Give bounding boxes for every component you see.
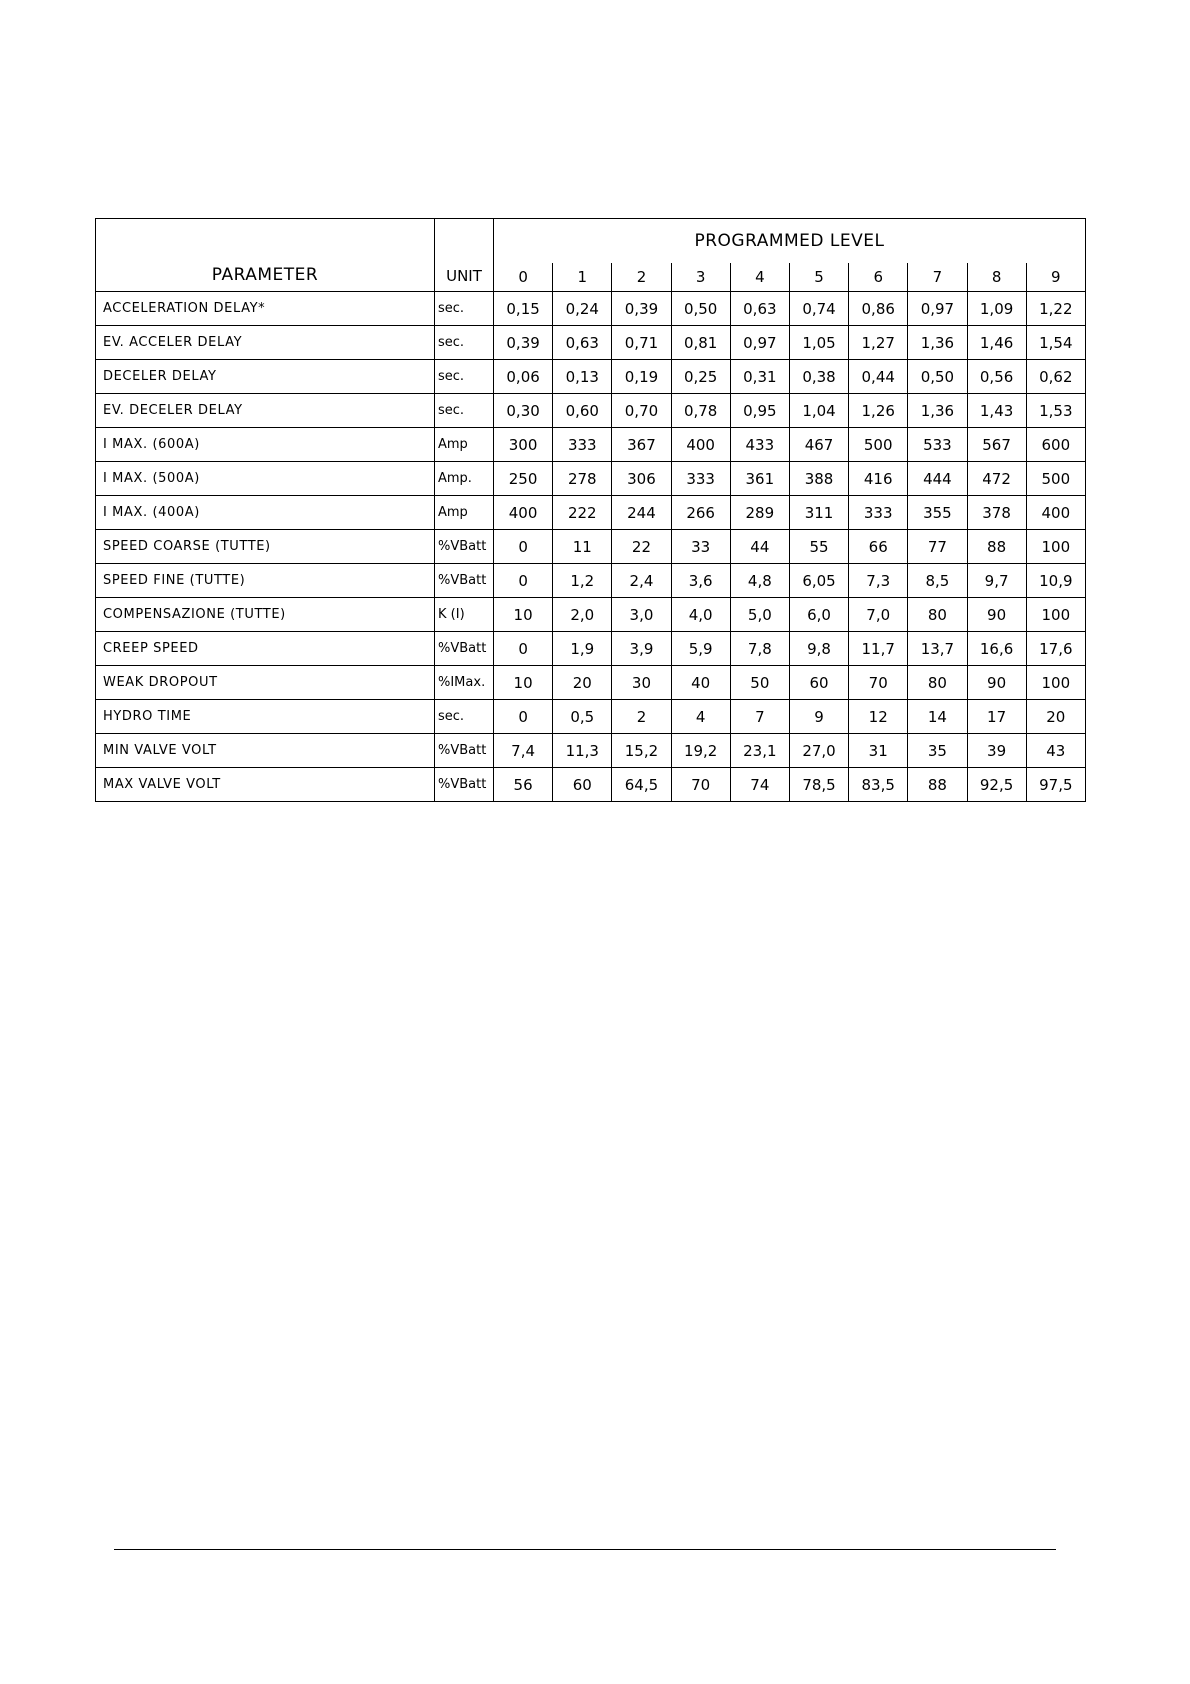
level-value-cell: 1,22 xyxy=(1026,292,1085,326)
level-value-cell: 1,54 xyxy=(1026,326,1085,360)
unit-cell: %VBatt xyxy=(435,564,494,598)
level-header-0: 0 xyxy=(494,263,553,292)
level-value-cell: 0,97 xyxy=(730,326,789,360)
level-value-cell: 0,78 xyxy=(671,394,730,428)
parameter-name: MIN VALVE VOLT xyxy=(96,734,435,768)
table-row xyxy=(96,394,1086,428)
level-value-cell: 0,25 xyxy=(671,360,730,394)
level-value-cell: 74 xyxy=(730,768,789,802)
level-value-cell: 8,5 xyxy=(908,564,967,598)
level-value-cell: 1,09 xyxy=(967,292,1026,326)
level-value-cell: 222 xyxy=(553,496,612,530)
level-value-cell: 19,2 xyxy=(671,734,730,768)
level-value-cell: 15,2 xyxy=(612,734,671,768)
level-value-cell: 388 xyxy=(789,462,848,496)
level-value-cell: 2,0 xyxy=(553,598,612,632)
level-value-cell: 7,3 xyxy=(849,564,908,598)
level-header-4: 4 xyxy=(730,263,789,292)
table-body xyxy=(96,292,1086,802)
parameter-name: EV. DECELER DELAY xyxy=(96,394,435,428)
level-value-cell: 0,97 xyxy=(908,292,967,326)
parameter-name: EV. ACCELER DELAY xyxy=(96,326,435,360)
level-value-cell: 88 xyxy=(967,530,1026,564)
level-value-cell: 1,26 xyxy=(849,394,908,428)
level-value-cell: 88 xyxy=(908,768,967,802)
level-value-cell: 20 xyxy=(553,666,612,700)
level-value-cell: 9,8 xyxy=(789,632,848,666)
level-value-cell: 22 xyxy=(612,530,671,564)
level-value-cell: 416 xyxy=(849,462,908,496)
table-row xyxy=(96,734,1086,768)
level-value-cell: 1,9 xyxy=(553,632,612,666)
unit-cell: sec. xyxy=(435,292,494,326)
level-value-cell: 0,39 xyxy=(494,326,553,360)
level-value-cell: 0,31 xyxy=(730,360,789,394)
unit-cell: sec. xyxy=(435,700,494,734)
unit-cell: sec. xyxy=(435,360,494,394)
level-value-cell: 500 xyxy=(1026,462,1085,496)
level-value-cell: 80 xyxy=(908,598,967,632)
level-value-cell: 0,70 xyxy=(612,394,671,428)
level-value-cell: 16,6 xyxy=(967,632,1026,666)
unit-cell: %VBatt xyxy=(435,632,494,666)
level-value-cell: 0,38 xyxy=(789,360,848,394)
level-value-cell: 44 xyxy=(730,530,789,564)
level-value-cell: 33 xyxy=(671,530,730,564)
level-value-cell: 31 xyxy=(849,734,908,768)
level-value-cell: 100 xyxy=(1026,530,1085,564)
level-header-2: 2 xyxy=(612,263,671,292)
level-value-cell: 400 xyxy=(671,428,730,462)
level-value-cell: 13,7 xyxy=(908,632,967,666)
level-value-cell: 472 xyxy=(967,462,1026,496)
level-value-cell: 66 xyxy=(849,530,908,564)
parameter-name: SPEED FINE (TUTTE) xyxy=(96,564,435,598)
level-value-cell: 0,95 xyxy=(730,394,789,428)
level-value-cell: 367 xyxy=(612,428,671,462)
level-value-cell: 6,05 xyxy=(789,564,848,598)
level-value-cell: 7 xyxy=(730,700,789,734)
level-value-cell: 333 xyxy=(849,496,908,530)
level-value-cell: 40 xyxy=(671,666,730,700)
level-header-1: 1 xyxy=(553,263,612,292)
level-value-cell: 0 xyxy=(494,632,553,666)
level-value-cell: 444 xyxy=(908,462,967,496)
level-value-cell: 100 xyxy=(1026,598,1085,632)
level-value-cell: 0,71 xyxy=(612,326,671,360)
level-value-cell: 17 xyxy=(967,700,1026,734)
level-value-cell: 378 xyxy=(967,496,1026,530)
level-value-cell: 0,50 xyxy=(908,360,967,394)
level-value-cell: 11,7 xyxy=(849,632,908,666)
table-row xyxy=(96,292,1086,326)
level-value-cell: 600 xyxy=(1026,428,1085,462)
level-value-cell: 0,50 xyxy=(671,292,730,326)
level-value-cell: 244 xyxy=(612,496,671,530)
level-value-cell: 311 xyxy=(789,496,848,530)
level-value-cell: 0,15 xyxy=(494,292,553,326)
level-value-cell: 20 xyxy=(1026,700,1085,734)
level-value-cell: 0,86 xyxy=(849,292,908,326)
level-value-cell: 0,60 xyxy=(553,394,612,428)
level-value-cell: 70 xyxy=(671,768,730,802)
level-value-cell: 1,2 xyxy=(553,564,612,598)
level-value-cell: 6,0 xyxy=(789,598,848,632)
parameter-table xyxy=(95,218,1086,802)
level-value-cell: 3,9 xyxy=(612,632,671,666)
parameter-name: DECELER DELAY xyxy=(96,360,435,394)
level-value-cell: 90 xyxy=(967,598,1026,632)
level-value-cell: 80 xyxy=(908,666,967,700)
level-value-cell: 3,0 xyxy=(612,598,671,632)
level-value-cell: 250 xyxy=(494,462,553,496)
table-row xyxy=(96,360,1086,394)
level-value-cell: 1,43 xyxy=(967,394,1026,428)
level-header-8: 8 xyxy=(967,263,1026,292)
level-value-cell: 266 xyxy=(671,496,730,530)
footer-divider xyxy=(114,1549,1056,1550)
level-value-cell: 77 xyxy=(908,530,967,564)
level-value-cell: 433 xyxy=(730,428,789,462)
parameter-name: HYDRO TIME xyxy=(96,700,435,734)
level-value-cell: 10,9 xyxy=(1026,564,1085,598)
level-value-cell: 7,4 xyxy=(494,734,553,768)
parameter-name: ACCELERATION DELAY* xyxy=(96,292,435,326)
unit-cell: Amp xyxy=(435,428,494,462)
parameter-name: COMPENSAZIONE (TUTTE) xyxy=(96,598,435,632)
level-value-cell: 56 xyxy=(494,768,553,802)
unit-cell: %VBatt xyxy=(435,734,494,768)
level-value-cell: 7,8 xyxy=(730,632,789,666)
level-value-cell: 9,7 xyxy=(967,564,1026,598)
level-value-cell: 533 xyxy=(908,428,967,462)
level-value-cell: 10 xyxy=(494,598,553,632)
level-value-cell: 0,06 xyxy=(494,360,553,394)
parameter-header: PARAMETER xyxy=(96,219,435,292)
table-row xyxy=(96,564,1086,598)
parameter-name: I MAX. (400A) xyxy=(96,496,435,530)
parameter-name: WEAK DROPOUT xyxy=(96,666,435,700)
level-value-cell: 0,81 xyxy=(671,326,730,360)
level-value-cell: 0,74 xyxy=(789,292,848,326)
level-value-cell: 0,63 xyxy=(730,292,789,326)
level-value-cell: 1,27 xyxy=(849,326,908,360)
level-value-cell: 0,63 xyxy=(553,326,612,360)
level-header-6: 6 xyxy=(849,263,908,292)
level-value-cell: 500 xyxy=(849,428,908,462)
level-value-cell: 43 xyxy=(1026,734,1085,768)
table-row xyxy=(96,700,1086,734)
level-value-cell: 333 xyxy=(671,462,730,496)
unit-header: UNIT xyxy=(435,219,494,292)
level-value-cell: 78,5 xyxy=(789,768,848,802)
parameter-name: CREEP SPEED xyxy=(96,632,435,666)
table-row xyxy=(96,326,1086,360)
programmed-level-header: PROGRAMMED LEVEL xyxy=(494,219,1086,264)
parameter-name: I MAX. (600A) xyxy=(96,428,435,462)
level-value-cell: 278 xyxy=(553,462,612,496)
level-value-cell: 5,9 xyxy=(671,632,730,666)
level-value-cell: 1,53 xyxy=(1026,394,1085,428)
level-value-cell: 39 xyxy=(967,734,1026,768)
level-value-cell: 90 xyxy=(967,666,1026,700)
level-value-cell: 400 xyxy=(494,496,553,530)
level-value-cell: 3,6 xyxy=(671,564,730,598)
level-value-cell: 60 xyxy=(553,768,612,802)
table-row xyxy=(96,530,1086,564)
level-value-cell: 23,1 xyxy=(730,734,789,768)
level-value-cell: 83,5 xyxy=(849,768,908,802)
level-value-cell: 306 xyxy=(612,462,671,496)
level-value-cell: 64,5 xyxy=(612,768,671,802)
level-value-cell: 1,05 xyxy=(789,326,848,360)
level-value-cell: 60 xyxy=(789,666,848,700)
level-value-cell: 11 xyxy=(553,530,612,564)
level-value-cell: 1,04 xyxy=(789,394,848,428)
level-value-cell: 0,39 xyxy=(612,292,671,326)
level-value-cell: 355 xyxy=(908,496,967,530)
level-value-cell: 0,19 xyxy=(612,360,671,394)
level-value-cell: 300 xyxy=(494,428,553,462)
level-value-cell: 0,62 xyxy=(1026,360,1085,394)
unit-cell: Amp xyxy=(435,496,494,530)
table-row xyxy=(96,496,1086,530)
parameter-name: SPEED COARSE (TUTTE) xyxy=(96,530,435,564)
level-value-cell: 2 xyxy=(612,700,671,734)
table-row xyxy=(96,666,1086,700)
parameter-name: I MAX. (500A) xyxy=(96,462,435,496)
level-header-3: 3 xyxy=(671,263,730,292)
level-value-cell: 0,30 xyxy=(494,394,553,428)
level-value-cell: 361 xyxy=(730,462,789,496)
level-value-cell: 1,36 xyxy=(908,394,967,428)
unit-cell: %IMax. xyxy=(435,666,494,700)
level-value-cell: 1,46 xyxy=(967,326,1026,360)
table-row xyxy=(96,428,1086,462)
level-value-cell: 0 xyxy=(494,700,553,734)
level-value-cell: 400 xyxy=(1026,496,1085,530)
unit-cell: %VBatt xyxy=(435,768,494,802)
level-value-cell: 4,8 xyxy=(730,564,789,598)
level-value-cell: 0,13 xyxy=(553,360,612,394)
unit-cell: sec. xyxy=(435,394,494,428)
level-value-cell: 97,5 xyxy=(1026,768,1085,802)
level-value-cell: 0,44 xyxy=(849,360,908,394)
unit-cell: Amp. xyxy=(435,462,494,496)
table-row xyxy=(96,768,1086,802)
level-value-cell: 1,36 xyxy=(908,326,967,360)
level-value-cell: 0 xyxy=(494,530,553,564)
level-value-cell: 11,3 xyxy=(553,734,612,768)
level-value-cell: 289 xyxy=(730,496,789,530)
level-value-cell: 4,0 xyxy=(671,598,730,632)
level-value-cell: 2,4 xyxy=(612,564,671,598)
level-value-cell: 4 xyxy=(671,700,730,734)
level-value-cell: 17,6 xyxy=(1026,632,1085,666)
level-value-cell: 333 xyxy=(553,428,612,462)
level-value-cell: 5,0 xyxy=(730,598,789,632)
level-header-9: 9 xyxy=(1026,263,1085,292)
unit-cell: K (I) xyxy=(435,598,494,632)
level-value-cell: 0,56 xyxy=(967,360,1026,394)
level-value-cell: 55 xyxy=(789,530,848,564)
level-value-cell: 0,24 xyxy=(553,292,612,326)
level-header-5: 5 xyxy=(789,263,848,292)
level-value-cell: 9 xyxy=(789,700,848,734)
level-value-cell: 0 xyxy=(494,564,553,598)
unit-cell: sec. xyxy=(435,326,494,360)
level-value-cell: 70 xyxy=(849,666,908,700)
level-header-7: 7 xyxy=(908,263,967,292)
level-value-cell: 10 xyxy=(494,666,553,700)
table-row xyxy=(96,632,1086,666)
table-row xyxy=(96,598,1086,632)
level-value-cell: 14 xyxy=(908,700,967,734)
level-value-cell: 35 xyxy=(908,734,967,768)
level-value-cell: 100 xyxy=(1026,666,1085,700)
level-value-cell: 92,5 xyxy=(967,768,1026,802)
level-value-cell: 50 xyxy=(730,666,789,700)
level-value-cell: 467 xyxy=(789,428,848,462)
level-value-cell: 27,0 xyxy=(789,734,848,768)
level-value-cell: 30 xyxy=(612,666,671,700)
parameter-name: MAX VALVE VOLT xyxy=(96,768,435,802)
unit-cell: %VBatt xyxy=(435,530,494,564)
level-value-cell: 567 xyxy=(967,428,1026,462)
level-value-cell: 0,5 xyxy=(553,700,612,734)
table-row xyxy=(96,462,1086,496)
level-value-cell: 7,0 xyxy=(849,598,908,632)
level-value-cell: 12 xyxy=(849,700,908,734)
